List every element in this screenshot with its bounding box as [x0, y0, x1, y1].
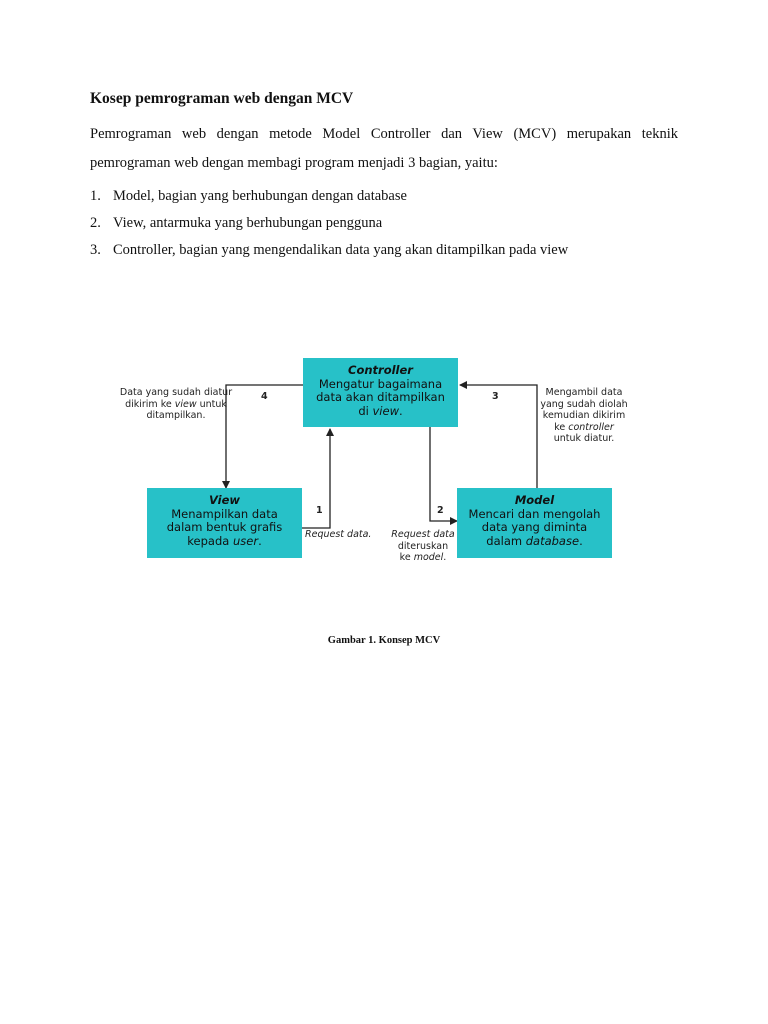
list-number: 3. — [90, 242, 101, 258]
step-number-2: 2 — [437, 505, 444, 516]
view-line1: Menampilkan data — [171, 506, 278, 521]
list-text: View, antarmuka yang berhubungan pengguna — [113, 215, 383, 231]
model-box — [457, 488, 612, 558]
view-box — [147, 488, 302, 558]
model-line3: dalam database. — [486, 533, 583, 548]
list-number: 2. — [90, 215, 101, 231]
note-2: Request data diteruskan ke model. — [391, 529, 455, 563]
list-text: Model, bagian yang berhubungan dengan database — [113, 188, 407, 204]
intro-paragraph: Pemrograman web dengan metode Model Controller dan View (MCV) merupakan teknik pemrograman web dengan membagi program menjadi 3 bagian, yaitu: — [90, 126, 678, 171]
model-line1: Mencari dan mengolah — [468, 506, 601, 521]
controller-title: Controller — [348, 363, 413, 377]
section-heading: Kosep pemrograman web dengan MCV — [90, 90, 354, 107]
controller-line3: di view. — [358, 403, 403, 418]
note-4: Data yang sudah diatur dikirim ke view untuk ditampilkan. — [119, 387, 233, 421]
view-line3: kepada user. — [187, 533, 262, 548]
model-title: Model — [514, 493, 555, 507]
note-3: Mengambil data yang sudah diolah kemudian dikirim ke controller untuk diatur. — [540, 387, 628, 444]
controller-line1: Mengatur bagaimana — [318, 376, 443, 391]
view-title: View — [208, 493, 241, 507]
controller-box — [303, 358, 458, 427]
list-number: 1. — [90, 188, 101, 204]
list-text: Controller, bagian yang mengendalikan data yang akan ditampilkan pada view — [113, 242, 569, 258]
view-line2: dalam bentuk grafis — [166, 520, 283, 534]
step-number-1: 1 — [316, 505, 323, 516]
step-number-4: 4 — [261, 391, 268, 402]
figure-caption: Gambar 1. Konsep MCV — [327, 635, 441, 646]
note-1: Request data. — [305, 529, 372, 540]
step-number-3: 3 — [492, 391, 499, 402]
controller-line2: data akan ditampilkan — [316, 390, 445, 404]
model-line2: data yang diminta — [481, 520, 588, 534]
